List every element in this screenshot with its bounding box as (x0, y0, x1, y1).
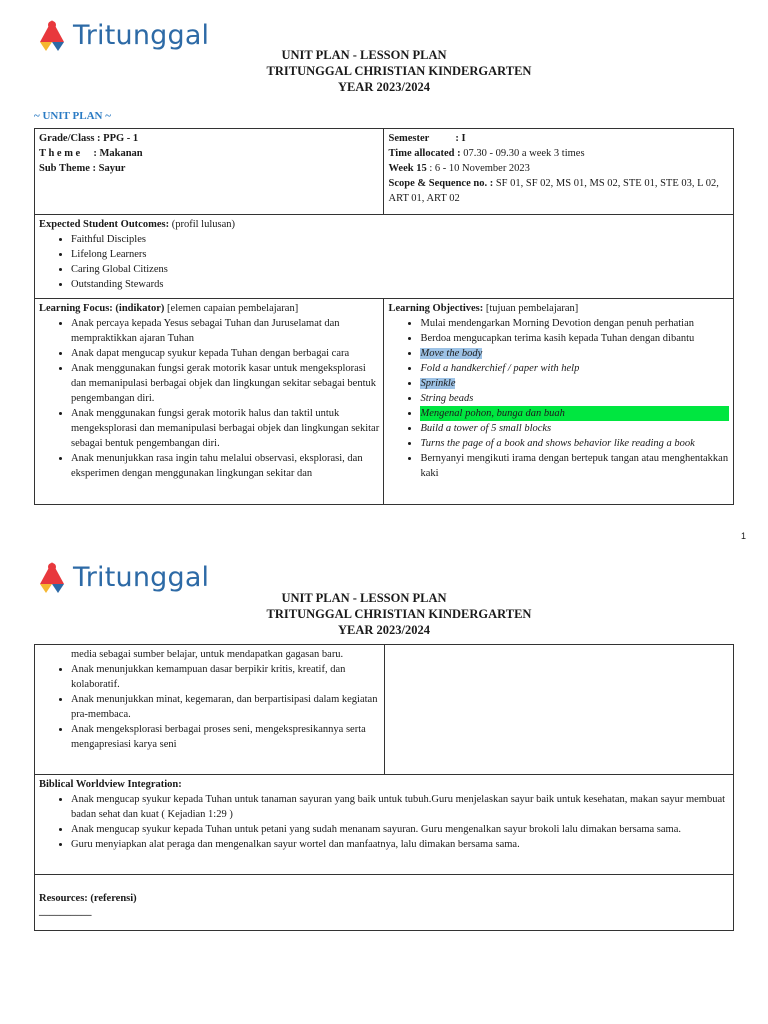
scope-value: SF 01, SF 02, MS 01, MS 02, STE 01, STE 03, L 02, ART 01, ART 02 (388, 178, 719, 204)
list-item: • Anak mengucap syukur kepada Tuhan untuk tanaman sayuran yang baik untuk tubuh.Guru menjelaskan sayur baik untuk kesehatan, makan sayur membuat badan sehat dan kuat ( Kejadian 1:29 ) (71, 792, 729, 822)
biblical-label: Biblical Worldview Integration: (39, 779, 182, 790)
outcomes-row (35, 215, 734, 299)
focus-note: [elemen capaian pembelajaran] (167, 303, 299, 314)
biblical-list (39, 792, 729, 852)
subtheme-value: Sayur (98, 163, 126, 174)
list-item: • Anak menunjukkan rasa ingin tahu melalui observasi, eksplorasi, dan eksperimen dengan menggunakan lingkungan sekitar dan (71, 451, 379, 481)
subtheme-label: Sub Theme : (39, 163, 96, 174)
unit-plan-table (34, 128, 734, 505)
list-item: • Faithful Disciples (71, 232, 729, 247)
outcomes-list (39, 232, 729, 292)
list-item: • Anak mengucap syukur kepada Tuhan untuk petani yang sudah menanam sayuran. Guru mengenalkan sayur brokoli lalu dimakan bersama sama. (71, 822, 729, 837)
focus-label: Learning Focus: (indikator) (39, 303, 165, 314)
semester-label: Semester : (388, 133, 459, 144)
unit-plan-table-continued (34, 644, 734, 931)
highlighted-objective: Sprinkle (420, 378, 456, 389)
resources-cell (35, 875, 734, 931)
list-item: • Bernyanyi mengikuti irama dengan bertepuk tangan atau menghentakkan kaki (420, 451, 729, 481)
page-2 (0, 548, 768, 1024)
outcomes-label: Expected Student Outcomes: (39, 219, 170, 230)
list-item: • Guru menyiapkan alat peraga dan mengenalkan sayur wortel dan manfaatnya, lalu dimakan bersama sama. (71, 837, 729, 852)
semester-value: I (461, 133, 466, 144)
list-item: • Caring Global Citizens (71, 262, 729, 277)
highlighted-objective: Move the body (420, 348, 483, 359)
list-item: • Anak percaya kepada Yesus sebagai Tuhan dan Juruselamat dan mempraktikkan ajaran Tuhan (71, 316, 379, 346)
focus-continued-row (35, 645, 734, 775)
focus-objectives-row (35, 299, 734, 505)
objectives-label: Learning Objectives: (388, 303, 484, 314)
objectives-list (388, 316, 729, 481)
theme-label: T h e m e : (39, 148, 97, 159)
document-header (0, 47, 768, 95)
list-item: • Anak menunjukkan minat, kegemaran, dan berpartisipasi dalam kegiatan pra-membaca. (71, 692, 380, 722)
list-item: • Outstanding Stewards (71, 277, 729, 292)
biblical-cell (35, 775, 734, 875)
learning-objectives-cell (384, 299, 734, 505)
theme-value: Makanan (99, 148, 143, 159)
outcomes-note: (profil lulusan) (171, 219, 235, 230)
learning-objectives-continued-cell (384, 645, 733, 775)
header-line-1: UNIT PLAN - LESSON PLAN (281, 591, 447, 605)
list-item: • Mulai mendengarkan Morning Devotion dengan penuh perhatian (420, 316, 729, 331)
focus-list-continued (39, 662, 380, 752)
header-line-3: YEAR 2023/2024 (337, 623, 431, 637)
grade-value: PPG - 1 (103, 133, 139, 144)
list-item: • Berdoa mengucapkan terima kasih kepada Tuhan dengan dibantu (420, 331, 729, 346)
week-value: : 6 - 10 November 2023 (429, 163, 530, 174)
outcomes-cell (35, 215, 734, 299)
list-item (420, 376, 729, 391)
grade-label: Grade/Class : (39, 133, 101, 144)
resources-line: __________ (39, 906, 92, 917)
objectives-note: [tujuan pembelajaran] (485, 303, 579, 314)
list-item: • Turns the page of a book and shows behavior like reading a book (420, 436, 729, 451)
list-item: • Anak menggunakan fungsi gerak motorik halus dan taktil untuk mengeksplorasi dan memanipulasi berbagai objek dan lingkungan sekitar sebagai bentuk pengembangan diri. (71, 406, 379, 451)
header-line-3: YEAR 2023/2024 (337, 80, 431, 94)
list-item: • Fold a handkerchief / paper with help (420, 361, 729, 376)
header-line-2: TRITUNGGAL CHRISTIAN KINDERGARTEN (266, 64, 532, 78)
list-item: • Anak mengeksplorasi berbagai proses seni, mengekspresikannya serta mengapresiasi karya seni (71, 722, 380, 752)
logo-text: Tritunggal (73, 19, 210, 51)
logo (34, 560, 209, 594)
biblical-row (35, 775, 734, 875)
header-line-2: TRITUNGGAL CHRISTIAN KINDERGARTEN (266, 607, 532, 621)
list-item: • Build a tower of 5 small blocks (420, 421, 729, 436)
week-label: Week 15 (388, 163, 427, 174)
scope-label: Scope & Sequence no. : (388, 178, 494, 189)
list-item: • String beads (420, 391, 729, 406)
section-label: ~ UNIT PLAN ~ (34, 110, 111, 122)
focus-list (39, 316, 379, 481)
resources-label: Resources: (referensi) (39, 893, 137, 904)
list-item: • Mengenal pohon, bunga dan buah (420, 406, 729, 421)
page-number: 1 (740, 531, 746, 541)
time-value: 07.30 - 09.30 a week 3 times (463, 148, 585, 159)
tritunggal-logo-icon (34, 560, 70, 594)
logo-text: Tritunggal (73, 561, 210, 593)
focus-continued-text: media sebagai sumber belajar, untuk mendapatkan gagasan baru. (71, 649, 344, 660)
list-item: • Anak menunjukkan kemampuan dasar berpikir kritis, kreatif, dan kolaboratif. (71, 662, 380, 692)
list-item: • Lifelong Learners (71, 247, 729, 262)
learning-focus-cell (35, 299, 384, 505)
list-item (420, 346, 729, 361)
list-item: • Anak dapat mengucap syukur kepada Tuhan dengan berbagai cara (71, 346, 379, 361)
list-item: • Anak menggunakan fungsi gerak motorik kasar untuk mengeksplorasi dan memanipulasi berbagai objek dan lingkungan sekitar sebagai bentuk pengembangan diri. (71, 361, 379, 406)
header-line-1: UNIT PLAN - LESSON PLAN (281, 48, 447, 62)
info-row (35, 129, 734, 215)
learning-focus-continued-cell (35, 645, 385, 775)
resources-row (35, 875, 734, 931)
time-label: Time allocated : (388, 148, 461, 159)
schedule-info-cell (384, 129, 734, 215)
document-header (0, 590, 768, 638)
class-info-cell (35, 129, 384, 215)
